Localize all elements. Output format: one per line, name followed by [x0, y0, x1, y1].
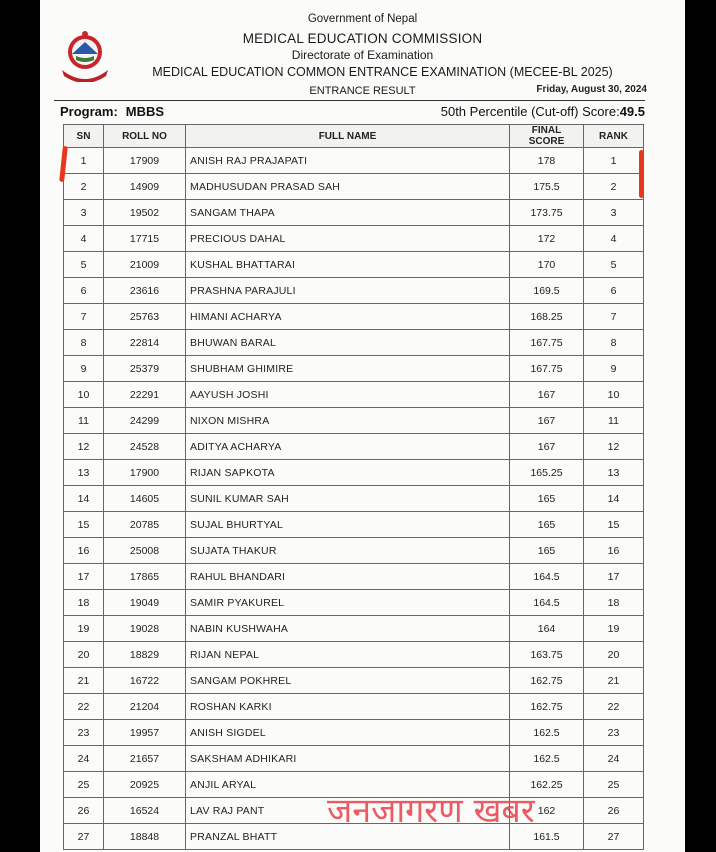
- roll-cell: 22814: [104, 330, 186, 356]
- name-cell: LAV RAJ PANT: [186, 798, 510, 824]
- column-header: FULL NAME: [186, 125, 510, 148]
- roll-cell: 25379: [104, 356, 186, 382]
- table-row: [64, 564, 644, 590]
- roll-cell: 17715: [104, 226, 186, 252]
- name-cell: KUSHAL BHATTARAI: [186, 252, 510, 278]
- name-cell: PRECIOUS DAHAL: [186, 226, 510, 252]
- table-row: [64, 252, 644, 278]
- sn-cell: 13: [64, 460, 104, 486]
- sn-cell: 17: [64, 564, 104, 590]
- name-cell: NIXON MISHRA: [186, 408, 510, 434]
- column-header: FINAL SCORE: [510, 125, 584, 148]
- roll-cell: 19502: [104, 200, 186, 226]
- table-row: [64, 538, 644, 564]
- roll-cell: 21204: [104, 694, 186, 720]
- name-cell: SAKSHAM ADHIKARI: [186, 746, 510, 772]
- roll-cell: 19049: [104, 590, 186, 616]
- name-cell: PRANZAL BHATT: [186, 824, 510, 850]
- rank-cell: 10: [584, 382, 644, 408]
- roll-cell: 24299: [104, 408, 186, 434]
- rank-cell: 12: [584, 434, 644, 460]
- table-row: [64, 460, 644, 486]
- score-cell: 165: [510, 486, 584, 512]
- rank-cell: 26: [584, 798, 644, 824]
- name-cell: ROSHAN KARKI: [186, 694, 510, 720]
- name-cell: SUNIL KUMAR SAH: [186, 486, 510, 512]
- table-row: [64, 408, 644, 434]
- roll-cell: 17900: [104, 460, 186, 486]
- score-cell: 167.75: [510, 356, 584, 382]
- sn-cell: 12: [64, 434, 104, 460]
- table-row: [64, 668, 644, 694]
- name-cell: SUJATA THAKUR: [186, 538, 510, 564]
- table-row: [64, 148, 644, 174]
- score-cell: 164: [510, 616, 584, 642]
- rank-cell: 3: [584, 200, 644, 226]
- rank-cell: 19: [584, 616, 644, 642]
- cutoff-label: 50th Percentile (Cut-off) Score:: [440, 104, 620, 119]
- score-cell: 173.75: [510, 200, 584, 226]
- score-cell: 165: [510, 512, 584, 538]
- score-cell: 175.5: [510, 174, 584, 200]
- score-cell: 178: [510, 148, 584, 174]
- table-row: [64, 200, 644, 226]
- watermark: जनजागरण खबर: [327, 791, 535, 831]
- score-cell: 162.75: [510, 694, 584, 720]
- roll-cell: 18848: [104, 824, 186, 850]
- table-row: [64, 356, 644, 382]
- results-table: [63, 124, 644, 850]
- table-row: [64, 642, 644, 668]
- score-cell: 167: [510, 434, 584, 460]
- roll-cell: 22291: [104, 382, 186, 408]
- name-cell: ADITYA ACHARYA: [186, 434, 510, 460]
- program-line: [60, 104, 164, 119]
- rank-cell: 15: [584, 512, 644, 538]
- rank-cell: 20: [584, 642, 644, 668]
- roll-cell: 25008: [104, 538, 186, 564]
- table-row: [64, 434, 644, 460]
- sn-cell: 10: [64, 382, 104, 408]
- roll-cell: 18829: [104, 642, 186, 668]
- directorate-title: Directorate of Examination: [291, 48, 434, 62]
- table-row: [64, 590, 644, 616]
- rank-cell: 23: [584, 720, 644, 746]
- sn-cell: 5: [64, 252, 104, 278]
- highlight-mark-right: [639, 150, 644, 198]
- result-sheet: [40, 0, 685, 852]
- roll-cell: 19028: [104, 616, 186, 642]
- sn-cell: 21: [64, 668, 104, 694]
- table-row: [64, 330, 644, 356]
- name-cell: ANISH RAJ PRAJAPATI: [186, 148, 510, 174]
- sn-cell: 24: [64, 746, 104, 772]
- name-cell: RIJAN SAPKOTA: [186, 460, 510, 486]
- roll-cell: 19957: [104, 720, 186, 746]
- name-cell: SANGAM POKHREL: [186, 668, 510, 694]
- header-divider: [54, 100, 645, 101]
- exam-title: MEDICAL EDUCATION COMMON ENTRANCE EXAMINATION (MECEE-BL 2025): [152, 65, 613, 79]
- column-header: ROLL NO: [104, 125, 186, 148]
- score-cell: 172: [510, 226, 584, 252]
- table-row: [64, 278, 644, 304]
- roll-cell: 21657: [104, 746, 186, 772]
- score-cell: 170: [510, 252, 584, 278]
- score-cell: 162.5: [510, 720, 584, 746]
- result-date: Friday, August 30, 2024: [536, 84, 647, 95]
- sn-cell: 8: [64, 330, 104, 356]
- rank-cell: 14: [584, 486, 644, 512]
- name-cell: SAMIR PYAKUREL: [186, 590, 510, 616]
- name-cell: BHUWAN BARAL: [186, 330, 510, 356]
- table-row: [64, 382, 644, 408]
- rank-cell: 7: [584, 304, 644, 330]
- sn-cell: 22: [64, 694, 104, 720]
- rank-cell: 17: [584, 564, 644, 590]
- commission-title: MEDICAL EDUCATION COMMISSION: [242, 31, 483, 46]
- rank-cell: 4: [584, 226, 644, 252]
- score-cell: 167: [510, 408, 584, 434]
- rank-cell: 22: [584, 694, 644, 720]
- rank-cell: 1: [584, 148, 644, 174]
- roll-cell: 16722: [104, 668, 186, 694]
- name-cell: HIMANI ACHARYA: [186, 304, 510, 330]
- score-cell: 162.5: [510, 746, 584, 772]
- name-cell: AAYUSH JOSHI: [186, 382, 510, 408]
- score-cell: 167: [510, 382, 584, 408]
- roll-cell: 20925: [104, 772, 186, 798]
- sn-cell: 9: [64, 356, 104, 382]
- table-row: [64, 486, 644, 512]
- rank-cell: 16: [584, 538, 644, 564]
- sn-cell: 11: [64, 408, 104, 434]
- sn-cell: 15: [64, 512, 104, 538]
- sn-cell: 1: [64, 148, 104, 174]
- sn-cell: 4: [64, 226, 104, 252]
- roll-cell: 14605: [104, 486, 186, 512]
- name-cell: SUJAL BHURTYAL: [186, 512, 510, 538]
- name-cell: ANISH SIGDEL: [186, 720, 510, 746]
- sn-cell: 14: [64, 486, 104, 512]
- sn-cell: 25: [64, 772, 104, 798]
- name-cell: PRASHNA PARAJULI: [186, 278, 510, 304]
- column-header: SN: [64, 125, 104, 148]
- sn-cell: 16: [64, 538, 104, 564]
- sn-cell: 23: [64, 720, 104, 746]
- name-cell: SANGAM THAPA: [186, 200, 510, 226]
- score-cell: 169.5: [510, 278, 584, 304]
- name-cell: RAHUL BHANDARI: [186, 564, 510, 590]
- roll-cell: 17909: [104, 148, 186, 174]
- rank-cell: 5: [584, 252, 644, 278]
- score-cell: 161.5: [510, 824, 584, 850]
- rank-cell: 24: [584, 746, 644, 772]
- roll-cell: 25763: [104, 304, 186, 330]
- table-row: [64, 746, 644, 772]
- cutoff-line: [441, 104, 645, 119]
- program-value: MBBS: [125, 104, 165, 119]
- column-header: RANK: [584, 125, 644, 148]
- score-cell: 162: [510, 798, 584, 824]
- program-label: Program:: [60, 104, 118, 119]
- sn-cell: 7: [64, 304, 104, 330]
- name-cell: NABIN KUSHWAHA: [186, 616, 510, 642]
- sn-cell: 3: [64, 200, 104, 226]
- name-cell: ANJIL ARYAL: [186, 772, 510, 798]
- roll-cell: 23616: [104, 278, 186, 304]
- government-title: Government of Nepal: [307, 13, 418, 25]
- rank-cell: 8: [584, 330, 644, 356]
- rank-cell: 11: [584, 408, 644, 434]
- rank-cell: 25: [584, 772, 644, 798]
- roll-cell: 21009: [104, 252, 186, 278]
- sn-cell: 20: [64, 642, 104, 668]
- sn-cell: 6: [64, 278, 104, 304]
- roll-cell: 14909: [104, 174, 186, 200]
- rank-cell: 6: [584, 278, 644, 304]
- name-cell: SHUBHAM GHIMIRE: [186, 356, 510, 382]
- rank-cell: 18: [584, 590, 644, 616]
- sn-cell: 27: [64, 824, 104, 850]
- rank-cell: 13: [584, 460, 644, 486]
- table-row: [64, 304, 644, 330]
- score-cell: 162.75: [510, 668, 584, 694]
- sn-cell: 18: [64, 590, 104, 616]
- roll-cell: 17865: [104, 564, 186, 590]
- score-cell: 163.75: [510, 642, 584, 668]
- rank-cell: 2: [584, 174, 644, 200]
- rank-cell: 9: [584, 356, 644, 382]
- cutoff-value: 49.5: [619, 104, 645, 119]
- name-cell: MADHUSUDAN PRASAD SAH: [186, 174, 510, 200]
- sn-cell: 2: [64, 174, 104, 200]
- roll-cell: 16524: [104, 798, 186, 824]
- name-cell: RIJAN NEPAL: [186, 642, 510, 668]
- table-row: [64, 616, 644, 642]
- score-cell: 165: [510, 538, 584, 564]
- rank-cell: 21: [584, 668, 644, 694]
- table-row: [64, 694, 644, 720]
- sn-cell: 26: [64, 798, 104, 824]
- score-cell: 164.5: [510, 564, 584, 590]
- roll-cell: 24528: [104, 434, 186, 460]
- score-cell: 162.25: [510, 772, 584, 798]
- score-cell: 164.5: [510, 590, 584, 616]
- table-row: [64, 720, 644, 746]
- table-row: [64, 174, 644, 200]
- table-row: [64, 226, 644, 252]
- table-header-row: [64, 125, 644, 148]
- score-cell: 167.75: [510, 330, 584, 356]
- score-cell: 168.25: [510, 304, 584, 330]
- score-cell: 165.25: [510, 460, 584, 486]
- table-row: [64, 512, 644, 538]
- sn-cell: 19: [64, 616, 104, 642]
- rank-cell: 27: [584, 824, 644, 850]
- roll-cell: 20785: [104, 512, 186, 538]
- result-title: ENTRANCE RESULT: [309, 85, 416, 97]
